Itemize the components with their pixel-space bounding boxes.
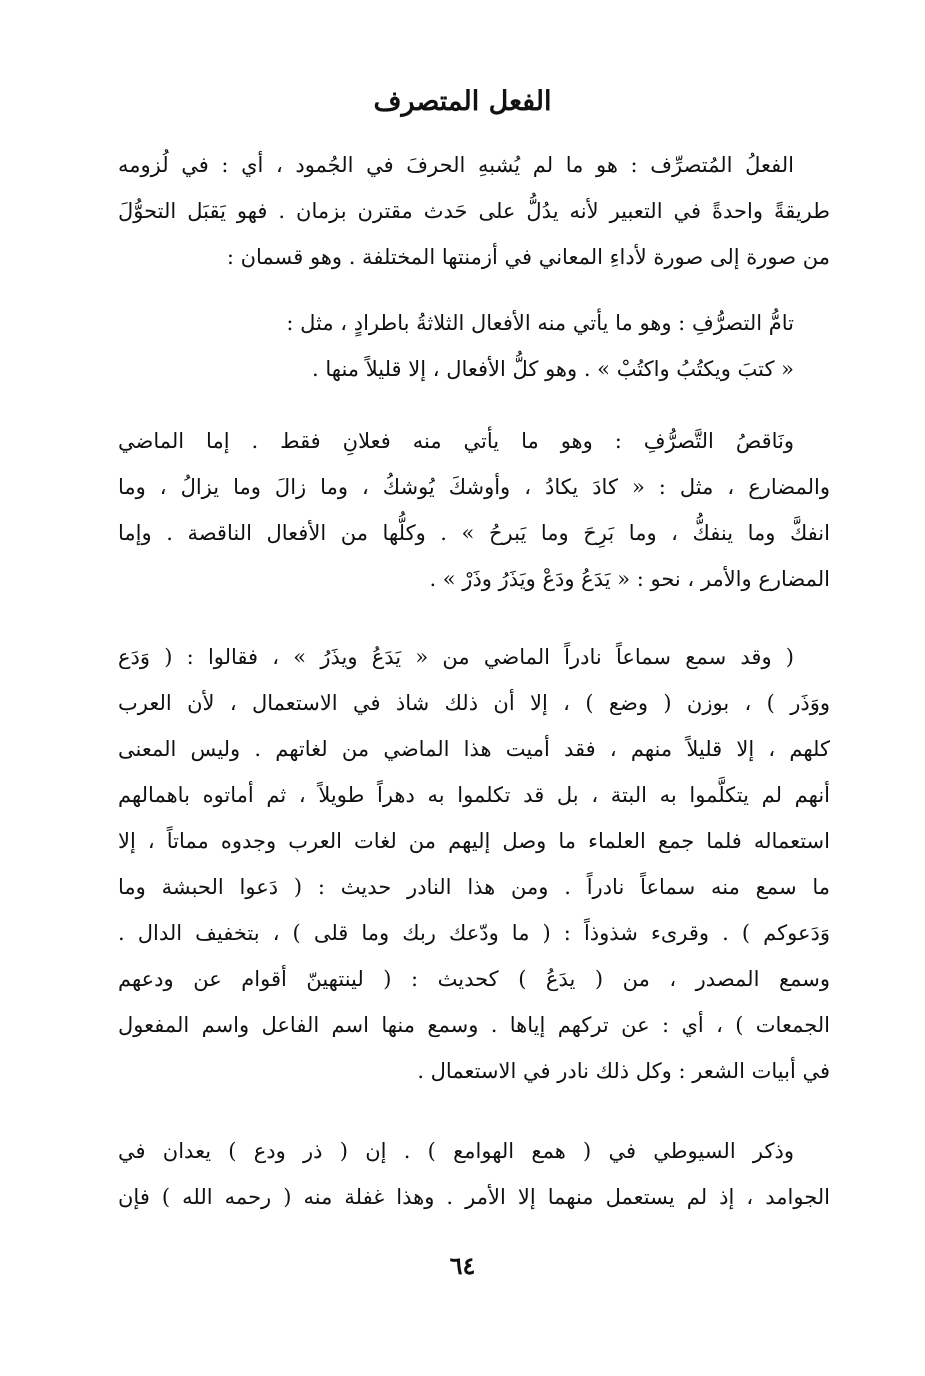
text-line: المضارع والأمر ، نحو : « يَدَعُ ودَعْ ويَذَرُ وذَرْ » . (429, 567, 830, 591)
paragraph-complete-conjugation (118, 300, 830, 392)
text-line: كلهم ، إلا قليلاً منهم ، فقد أميت هذا الماضي من لغاتهم . وليس المعنى (118, 737, 830, 761)
paragraph-rare-usage (118, 634, 830, 1094)
text-line: الجمعات ) ، أي : عن تركهم إياها . وسمع منها اسم الفاعل واسم المفعول (118, 1013, 830, 1037)
paragraph-definition (118, 142, 830, 280)
text-line: ووَذَر ) ، بوزن ( وضع ) ، إلا أن ذلك شاذ في الاستعمال ، لأن العرب (118, 691, 830, 715)
paragraph-suyuti (118, 1128, 830, 1220)
text-line: ما سمع منه سماعاً نادراً . ومن هذا النادر حديث : ( دَعوا الحبشة وما (118, 875, 830, 899)
page-title: الفعل المتصرف (373, 86, 552, 117)
text-line: أنهم لم يتكلَّموا به البتة ، بل قد تكلموا به دهراً طويلاً ، ثم أماتوه باهمالهم (118, 783, 830, 807)
page-number: ٦٤ (449, 1251, 476, 1280)
text-line: الجوامد ، إذ لم يستعمل منهما إلا الأمر . وهذا غفلة منه ( رحمه الله ) فإن (118, 1185, 830, 1209)
text-line: طريقةً واحدةً في التعبير لأنه يدُلُّ على حَدث مقترن بزمان . فهو يَقبَل التحوُّلَ (118, 199, 830, 223)
text-line: وذكر السيوطي في ( همع الهوامع ) . إن ( ذر ودع ) يعدان في (118, 1139, 794, 1163)
text-line: « كتبَ ويكتُبُ واكتُبْ » . وهو كلُّ الأفعال ، إلا قليلاً منها . (312, 357, 794, 381)
text-line: تامُّ التصرُّفِ : وهو ما يأتي منه الأفعال الثلاثةُ باطرادٍ ، مثل : (286, 311, 794, 335)
text-line: وسمع المصدر ، من ( يدَعُ ) كحديث : ( لينتهينّ أقوام عن ودعهم (118, 967, 830, 991)
text-line: ( وقد سمع سماعاً نادراً الماضي من « يَدَعُ ويذَرُ » ، فقالوا : ( وَدَع (118, 645, 794, 669)
text-line: وَدَعوكم ) . وقرىء شذوذاً : ( ما ودّعك ربك وما قلى ) ، بتخفيف الدال . (118, 921, 830, 945)
text-line: من صورة إلى صورة لأداءِ المعاني في أزمنتها المختلفة . وهو قسمان : (226, 245, 830, 269)
text-line: ونَاقصُ التَّصرُّفِ : وهو ما يأتي منه فعلانِ فقط . إما الماضي (118, 429, 794, 453)
paragraph-incomplete-conjugation (118, 418, 830, 602)
text-line: انفكَّ وما ينفكُّ ، وما بَرِحَ وما يَبرحُ » . وكلُّها من الأفعال الناقصة . وإما (118, 521, 830, 545)
text-line: الفعلُ المُتصرِّف : هو ما لم يُشبهِ الحرفَ في الجُمود ، أي : في لُزومه (118, 153, 794, 177)
text-line: والمضارع ، مثل : « كادَ يكادُ ، وأوشكَ يُوشكُ ، وما زالَ وما يزالُ ، وما (118, 475, 830, 499)
text-line: في أبيات الشعر : وكل ذلك نادر في الاستعمال . (417, 1059, 830, 1083)
text-line: استعماله فلما جمع العلماء ما وصل إليهم من لغات العرب وجدوه مماتاً ، إلا (118, 829, 830, 853)
